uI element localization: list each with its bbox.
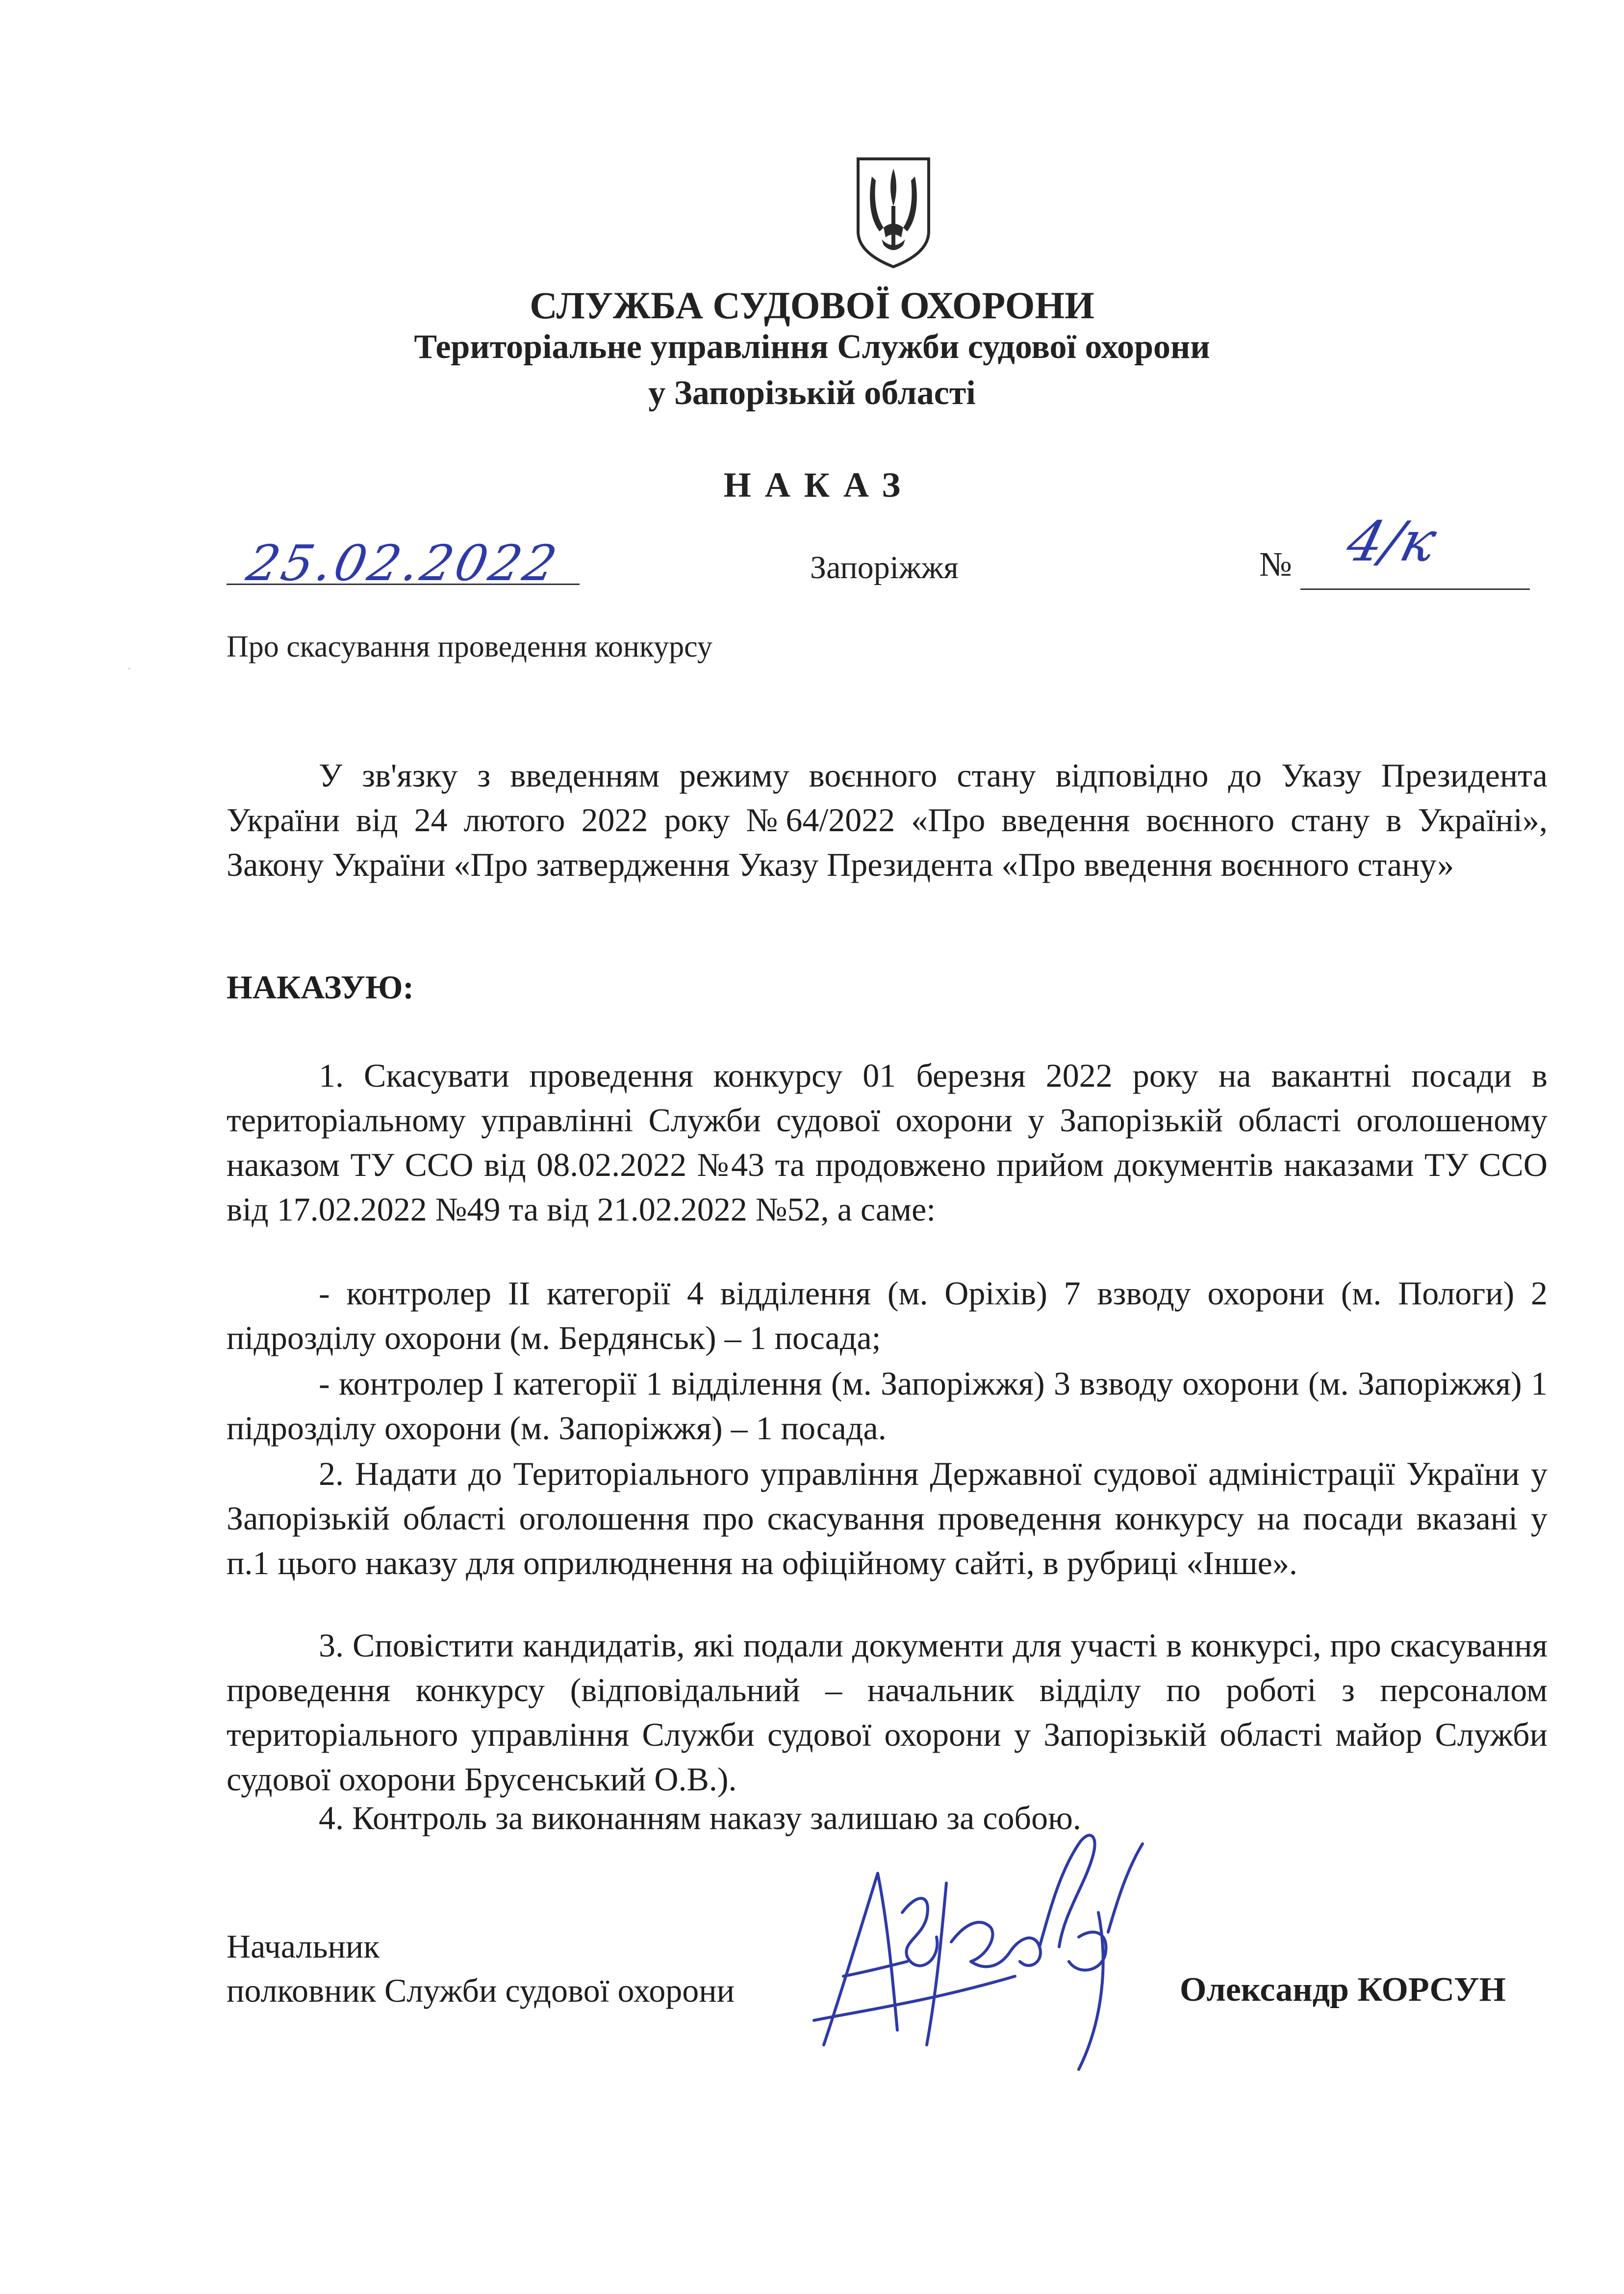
order-item-1: 1. Скасувати проведення конкурсу 01 березня 2022 року на вакантні посади в територіальному управлінні Служби судової охорони у Запорізькій області оголошеному наказом ТУ ССО від 08.02.2022 №43 та продовжено прийом документів наказами ТУ ССО від 17.02.2022 №49 та від 21.02.2022 №52, а саме: bbox=[227, 1057, 1548, 1228]
handwritten-signature bbox=[804, 1814, 1147, 2089]
date-underline bbox=[227, 584, 580, 585]
order-item-4: 4. Контроль за виконанням наказу залишаю за собою. bbox=[319, 1799, 1081, 1836]
signer-name: Олександр КОРСУН bbox=[1180, 1971, 1506, 2009]
order-item-3: 3. Сповістити кандидатів, які подали документи для участі в конкурсі, про скасування проведення конкурсу (відповідальний – начальник відділу по роботі з персоналом територіального управління Служби судової охорони у Запорізькій області майор Служби судової охорони Брусенський О.В.). bbox=[227, 1627, 1548, 1798]
organization-unit: Територіальне управління Служби судової охорони bbox=[414, 328, 1210, 366]
preamble-paragraph: У зв'язку з введенням режиму воєнного стану відповідно до Указу Президента України від 24 лютого 2022 року №64/2022 «Про введення воєнного стану в Україні», Закону України «Про затвердження Указу Президента «Про введення воєнного стану» bbox=[227, 757, 1548, 883]
document-date: 25.02.2022 bbox=[242, 535, 564, 592]
organization-name: СЛУЖБА СУДОВОЇ ОХОРОНИ bbox=[530, 284, 1094, 327]
trident-emblem-icon bbox=[854, 155, 933, 271]
signer-position-title: Начальник bbox=[227, 1928, 380, 1965]
scan-speck bbox=[128, 668, 130, 669]
number-label: № bbox=[1259, 546, 1292, 584]
document-city: Запоріжжя bbox=[810, 550, 959, 586]
document-title: НАКАЗ bbox=[723, 465, 914, 505]
order-item-1-position-a: - контролер ІІ категорії 4 відділення (м. Оріхів) 7 взводу охорони (м. Пологи) 2 підрозділу охорони (м. Бердянськ) – 1 посада; bbox=[227, 1274, 1548, 1356]
order-heading: НАКАЗУЮ: bbox=[227, 969, 414, 1006]
organization-region: у Запорізькій області bbox=[648, 374, 976, 412]
number-underline bbox=[1300, 588, 1530, 590]
document-subject: Про скасування проведення конкурсу bbox=[227, 630, 712, 663]
signer-rank: полковник Служби судової охорони bbox=[227, 1972, 735, 2009]
order-item-1-position-b: - контролер І категорії 1 відділення (м. Запоріжжя) 3 взводу охорони (м. Запоріжжя) 1 підрозділу охорони (м. Запоріжжя) – 1 посада. bbox=[227, 1365, 1548, 1447]
order-item-2: 2. Надати до Територіального управління Державної судової адміністрації України у Запорізькій області оголошення про скасування проведення конкурсу на посади вказані у п.1 цього наказу для оприлюднення на офіційному сайті, в рубриці «Інше». bbox=[227, 1455, 1548, 1581]
document-number: 4/к bbox=[1340, 510, 1443, 574]
